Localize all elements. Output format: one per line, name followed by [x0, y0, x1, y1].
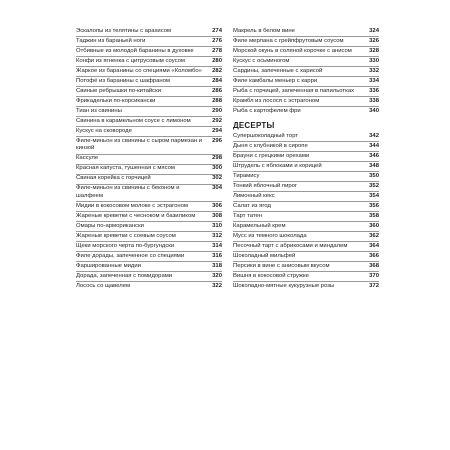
toc-entry-page: 356 [369, 202, 379, 209]
toc-entry-title: Сардины, запеченные с харисой [233, 67, 323, 74]
toc-entry-page: 324 [369, 27, 379, 34]
toc-entry [76, 96, 222, 106]
toc-entry-page: 284 [212, 77, 222, 84]
toc-entry-page: 354 [369, 192, 379, 199]
toc-entry-page: 368 [369, 262, 379, 269]
toc-entry-title: Песочный тарт с абрикосами и миндалем [233, 242, 348, 249]
toc-entry-page: 334 [369, 77, 379, 84]
toc-entry [76, 106, 222, 116]
toc-entry-title: Эскалопы из телятины с арахисом [76, 27, 172, 34]
toc-entry-title: Брауни с грецкими орехами [233, 152, 310, 159]
toc-entry-page: 358 [369, 212, 379, 219]
toc-entry [76, 241, 222, 251]
toc-entry-page: 344 [369, 142, 379, 149]
toc-entry-title: Свиные ребрышки по-китайски [76, 87, 161, 94]
toc-entry-page: 362 [369, 232, 379, 239]
toc-entry-page: 288 [212, 97, 222, 104]
toc-entry-page: 274 [212, 27, 222, 34]
toc-entry [233, 56, 379, 66]
toc-entry-title: Отбивные из молодой баранины в духовке [76, 47, 194, 54]
toc-entry [233, 261, 379, 271]
toc-entry-page: 312 [212, 232, 222, 239]
toc-entry [233, 281, 379, 291]
toc-entry-page: 294 [212, 127, 222, 134]
toc-entry-page: 372 [369, 282, 379, 289]
toc-entry-title: Филе дорады, запеченное со специями [76, 252, 185, 259]
toc-entry-page: 292 [212, 117, 222, 124]
toc-entry-page: 286 [212, 87, 222, 94]
toc-entry [76, 261, 222, 271]
toc-entry-title: Тонкий яблочный пирог [233, 182, 298, 189]
toc-entry-title: Морской окунь в соляной корочке с анисом [233, 47, 352, 54]
toc-left-column [76, 27, 222, 291]
toc-entry [233, 46, 379, 56]
toc-entry-page: 352 [369, 182, 379, 189]
toc-entry [233, 171, 379, 181]
toc-entry [233, 76, 379, 86]
toc-entry [76, 221, 222, 231]
toc-entry-title: Салат из ягод [233, 202, 271, 209]
toc-entry [76, 86, 222, 96]
toc-entry-page: 310 [212, 222, 222, 229]
toc-entry [76, 56, 222, 66]
toc-entry-title: Шоколадно-мятные кукурузные розы [233, 282, 335, 289]
toc-entry-page: 342 [369, 132, 379, 139]
toc-entry-title: Тиан из свинины [76, 107, 122, 114]
toc-entry-title: Штрудель с яблоками и корицей [233, 162, 322, 169]
toc-entry [76, 76, 222, 86]
toc-entry [233, 191, 379, 201]
toc-entry-page: 330 [369, 57, 379, 64]
toc-entry [76, 201, 222, 211]
toc-desserts-list [233, 132, 379, 291]
toc-entry-title: Рыба с картофелем фри [233, 107, 301, 114]
toc-entry-page: 280 [212, 57, 222, 64]
toc-entry-title: Кассуле [76, 155, 99, 161]
toc-entry-title: Тирамису [233, 172, 260, 179]
toc-entry-page: 304 [212, 185, 222, 191]
toc-entry [233, 211, 379, 221]
toc-entry-title: Кускус с осьминогом [233, 57, 290, 64]
toc-entry [76, 231, 222, 241]
toc-entry-page: 328 [369, 47, 379, 54]
toc-entry-title: Щеки морского черта по-бургундски [76, 242, 175, 249]
toc-entry [76, 164, 222, 174]
toc-entry-page: 332 [369, 67, 379, 74]
toc-entry-page: 290 [212, 107, 222, 114]
toc-entry-page: 302 [212, 175, 222, 181]
toc-entry [233, 251, 379, 261]
toc-entry [76, 184, 222, 202]
toc-entry-title: Рыба с горчицей, запеченная в папильотках [233, 87, 355, 94]
toc-entry-title: Фаршированные мидии [76, 262, 141, 269]
toc-entry [76, 136, 222, 154]
toc-entry-page: 314 [212, 242, 222, 249]
toc-entry-title: Лимонный кекс [233, 192, 275, 199]
toc-entry-page: 276 [212, 37, 222, 44]
toc-entry-page: 346 [369, 152, 379, 159]
toc-entry-title: Конфи из ягненка с цитрусовым соусом [76, 57, 185, 64]
toc-entry-title: Филе мерлана с грейпфрутовым соусом [233, 37, 344, 44]
toc-entry-page: 360 [369, 222, 379, 229]
toc-entry-page: 316 [212, 252, 222, 259]
toc-entry-title: Филе камбалы меньер с карри [233, 77, 318, 84]
toc-entry [76, 251, 222, 261]
toc-entry-title: Карамельный крем [233, 222, 286, 229]
toc-entry-title: Омары по-арморикански [76, 222, 144, 229]
toc-entry [233, 141, 379, 151]
toc-entry-title: Персики в вине с анисовым вкусом [233, 262, 330, 269]
toc-entry [233, 86, 379, 96]
toc-entry [233, 161, 379, 171]
toc-entry-title: Кускус на сковороде [76, 127, 132, 134]
toc-entry-page: 308 [212, 212, 222, 219]
toc-entry [233, 181, 379, 191]
toc-entry [233, 96, 379, 106]
toc-entry-title: Жаркое из баранины со специями «Коломбо» [76, 67, 202, 74]
toc-entry-page: 322 [212, 282, 222, 289]
toc-entry [233, 231, 379, 241]
toc-entry-page: 350 [369, 172, 379, 179]
toc-entry [233, 221, 379, 231]
toc-entry [76, 154, 222, 164]
toc-entry [233, 36, 379, 46]
toc-right-column [233, 27, 379, 291]
toc-entry-title: Свиная корейка с горчицей [76, 175, 151, 181]
toc-entry-page: 326 [369, 37, 379, 44]
toc-entry-title: Шоколадный мильфей [233, 252, 296, 259]
toc-entry [76, 36, 222, 46]
toc-entry [233, 271, 379, 281]
toc-entry-page: 318 [212, 262, 222, 269]
toc-entry [76, 126, 222, 136]
toc-entry-title: Дорада, запеченная с помидорами [76, 272, 173, 279]
toc-entry-page: 364 [369, 242, 379, 249]
toc-entry-page: 296 [212, 137, 222, 144]
toc-entry [233, 66, 379, 76]
toc-entry-title: Потофё из баранины с шафраном [76, 77, 170, 84]
toc-entry-page: 370 [369, 272, 379, 279]
toc-entry [233, 151, 379, 161]
toc-entry-title: Дыня с клубникой в сиропе [233, 142, 308, 149]
toc-entry-page: 282 [212, 67, 222, 74]
toc-entry-title: Филе-миньон из свинины с беконом и шалфеем [76, 185, 180, 199]
toc-entry-title: Тарт татен [233, 212, 263, 219]
toc-entry [76, 116, 222, 126]
toc-entry [76, 281, 222, 291]
toc-entry-page: 348 [369, 162, 379, 169]
toc-entry-page: 338 [369, 97, 379, 104]
toc-entry [233, 27, 379, 36]
toc-entry-page: 320 [212, 272, 222, 279]
toc-entry-page: 300 [212, 165, 222, 171]
toc-right-fish-list [233, 27, 379, 116]
toc-entry-page: 336 [369, 87, 379, 94]
toc-entry-title: Жареные креветки с чесноком и базиликом [76, 212, 196, 219]
toc-entry [233, 106, 379, 116]
toc-entry [76, 27, 222, 36]
toc-entry-title: Вишня в кокосовой стружке [233, 272, 309, 279]
toc-entry-title: Филе-миньон из свинины с сыром пармезан и кинзой [76, 137, 203, 151]
toc-entry-title: Крамбл из лосося с эстрагоном [233, 97, 320, 104]
toc-entry [233, 241, 379, 251]
toc-entry-page: 298 [212, 155, 222, 161]
toc-entry-title: Красная капуста, тушенная с мясом [76, 165, 175, 171]
toc-entry [76, 271, 222, 281]
toc-entry-page: 340 [369, 107, 379, 114]
toc-entry [76, 174, 222, 184]
toc-entry [76, 211, 222, 221]
toc-entry-title: Мусс из темного шоколада [233, 232, 307, 239]
toc-entry-title: Жареные креветки с соевым соусом [76, 232, 176, 239]
toc-entry [76, 66, 222, 76]
toc-entry-page: 366 [369, 252, 379, 259]
toc-entry-title: Лосось со щавелем [76, 282, 131, 289]
section-heading-desserts: ДЕСЕРТЫ [233, 121, 275, 130]
toc-entry [76, 46, 222, 56]
toc-entry-title: Макрель в белом вине [233, 27, 295, 34]
toc-entry-title: Свинина в карамельном соусе с лимоном [76, 117, 191, 124]
toc-entry-page: 278 [212, 47, 222, 54]
toc-entry-title: Фрикадельки по-корсикански [76, 97, 156, 104]
toc-entry-title: Таджин из бараньей ноги [76, 37, 146, 44]
toc-entry [233, 132, 379, 141]
toc-entry-title: Супершоколадный торт [233, 132, 299, 139]
toc-entry-title: Мидии в кокосовом молоке с эстрагоном [76, 202, 188, 209]
toc-entry-page: 306 [212, 202, 222, 209]
toc-entry [233, 201, 379, 211]
